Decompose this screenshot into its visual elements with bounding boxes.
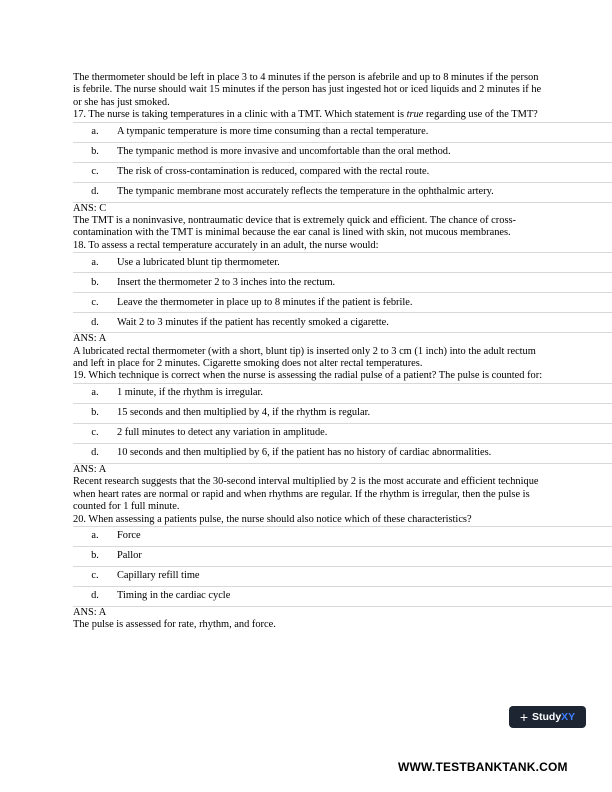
choice-letter: a. (91, 256, 99, 268)
choice-row (73, 404, 612, 424)
choice-text: Timing in the cardiac cycle (117, 590, 231, 602)
choice-text: Leave the thermometer in place up to 8 minutes if the patient is febrile. (117, 296, 413, 308)
choice-letter: d. (91, 185, 99, 197)
choice-row (73, 293, 612, 313)
choice-row (73, 273, 612, 293)
choice-letter: b. (91, 276, 99, 288)
choice-text: Insert the thermometer 2 to 3 inches into the rectum. (117, 276, 336, 288)
document-body (73, 72, 543, 632)
choice-letter: a. (91, 530, 99, 542)
choice-letter: c. (91, 296, 99, 308)
question-17-stem (73, 109, 543, 121)
choice-letter: a. (91, 125, 99, 137)
choice-text: The risk of cross-contamination is reduced, compared with the rectal route. (117, 165, 430, 177)
choice-text: The tympanic membrane most accurately reflects the temperature in the ophthalmic artery. (117, 185, 494, 197)
studyxy-badge[interactable] (509, 706, 586, 728)
choice-letter: c. (91, 165, 99, 177)
choice-row (73, 444, 612, 464)
plus-icon: + (519, 709, 528, 725)
choice-row (73, 143, 612, 163)
choice-row (73, 587, 612, 607)
choice-row (73, 383, 612, 404)
choice-row (73, 424, 612, 444)
choice-text: A tympanic temperature is more time consuming than a rectal temperature. (117, 125, 429, 137)
choice-row (73, 183, 612, 203)
choice-text: Pallor (117, 550, 142, 562)
choice-letter: c. (91, 427, 99, 439)
choice-letter: d. (91, 590, 99, 602)
question-17-emphasis: true (406, 109, 424, 121)
choice-text: 10 seconds and then multiplied by 6, if the patient has no history of cardiac abnormalities. (117, 447, 492, 459)
choice-text: Use a lubricated blunt tip thermometer. (117, 256, 280, 268)
choice-letter: d. (91, 447, 99, 459)
intro-paragraph: The thermometer should be left in place 3 to 4 minutes if the person is afebrile and up to 8 minutes if the person is febrile. The nurse should wait 15 minutes if the person has just ingested hot or iced liquids and 2 minutes if he or she has just smoked. (73, 72, 542, 108)
question-20-stem: 20. When assessing a patients pulse, the nurse should also notice which of these characteristics? (73, 513, 472, 525)
choice-letter: b. (91, 550, 99, 562)
question-18-stem: 18. To assess a rectal temperature accurately in an adult, the nurse would: (73, 239, 379, 251)
question-18-answer: ANS: A (73, 333, 107, 345)
question-19-stem: 19. Which technique is correct when the nurse is assessing the radial pulse of a patient? The pulse is counted for: (73, 370, 543, 382)
choice-letter: b. (91, 407, 99, 419)
choice-letter: c. (91, 570, 99, 582)
choice-letter: d. (91, 316, 99, 328)
choice-row (73, 122, 612, 143)
choice-row (73, 163, 612, 183)
choice-text: Wait 2 to 3 minutes if the patient has recently smoked a cigarette. (117, 316, 389, 328)
question-17-choices (73, 122, 612, 203)
choice-text: 15 seconds and then multiplied by 4, if the rhythm is regular. (117, 407, 371, 419)
question-17-rationale: The TMT is a noninvasive, nontraumatic device that is extremely quick and efficient. The chance of cross-contamination with the TMT is minimal because the ear canal is lined with skin, not mucous membranes. (73, 215, 516, 239)
question-20-choices (73, 526, 612, 607)
question-18-choices (73, 252, 612, 333)
question-19-choices (73, 383, 612, 464)
choice-letter: b. (91, 145, 99, 157)
question-19-rationale: Recent research suggests that the 30-second interval multiplied by 2 is the most accurate and efficient technique when heart rates are normal or rapid and when rhythms are regular. If the rhythm is irregular, then the pulse is counted for 1 full minute. (73, 476, 539, 513)
choice-text: Force (117, 530, 141, 542)
brand-name-study: Study (532, 710, 562, 723)
choice-row (73, 547, 612, 567)
choice-text: Capillary refill time (117, 570, 200, 582)
brand-name-xy: XY (561, 710, 576, 723)
choice-text: The tympanic method is more invasive and uncomfortable than the oral method. (117, 145, 451, 157)
question-17-stem-text: 17. The nurse is taking temperatures in a clinic with a TMT. Which statement is (73, 109, 407, 121)
choice-row (73, 252, 612, 273)
choice-row (73, 526, 612, 547)
choice-row (73, 567, 612, 587)
question-20-answer: ANS: A (73, 606, 107, 618)
brand-name (532, 711, 575, 723)
choice-text: 1 minute, if the rhythm is irregular. (117, 387, 264, 399)
question-17-stem-text-end: regarding use of the TMT? (423, 109, 538, 121)
choice-row (73, 313, 612, 333)
question-19-answer: ANS: A (73, 463, 107, 475)
question-18-rationale: A lubricated rectal thermometer (with a short, blunt tip) is inserted only 2 to 3 cm (1 inch) into the adult rectum and left in place for 2 minutes. Cigarette smoking does not alter rectal temperatures. (73, 345, 536, 370)
choice-text: 2 full minutes to detect any variation in amplitude. (117, 427, 328, 439)
choice-letter: a. (91, 387, 99, 399)
question-17-answer: ANS: C (73, 202, 107, 214)
question-20-rationale: The pulse is assessed for rate, rhythm, and force. (73, 619, 276, 631)
footer-url: WWW.TESTBANKTANK.COM (398, 760, 568, 774)
